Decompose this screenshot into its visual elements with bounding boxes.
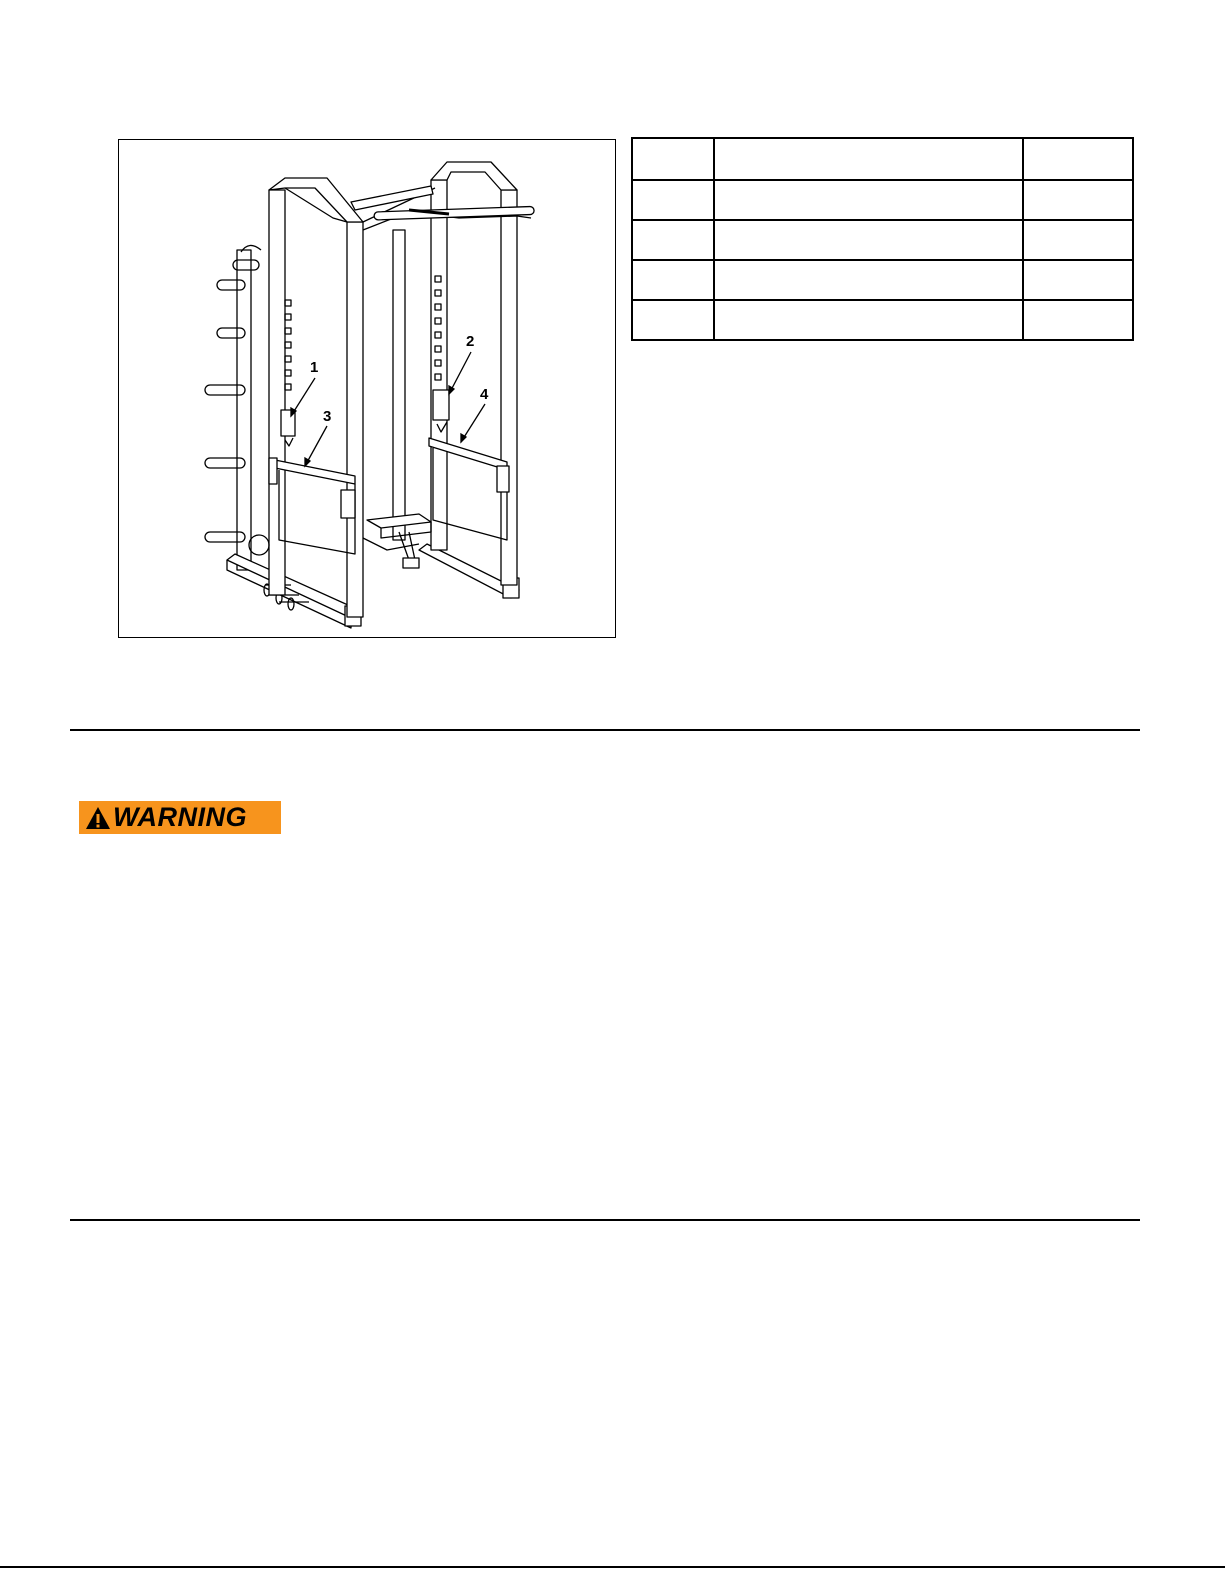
callout-3: 3 (323, 408, 332, 425)
table-cell (632, 300, 714, 340)
table-cell (1023, 300, 1133, 340)
table-cell (714, 300, 1024, 340)
callout-4: 4 (480, 386, 489, 403)
table-row (632, 138, 1133, 180)
table-cell (632, 260, 714, 300)
table-cell (1023, 180, 1133, 220)
table-cell (632, 180, 714, 220)
table-cell (714, 220, 1024, 260)
exclamation-triangle-icon (85, 806, 111, 830)
table-cell (1023, 220, 1133, 260)
section-divider-top (70, 729, 1140, 731)
table-cell (1023, 138, 1133, 180)
table-cell (632, 220, 714, 260)
callout-arrows (119, 140, 615, 637)
callout-2: 2 (466, 333, 475, 350)
table-cell (714, 180, 1024, 220)
parts-table (631, 137, 1134, 341)
table-row (632, 300, 1133, 340)
callout-1: 1 (310, 359, 319, 376)
warning-badge (79, 801, 281, 834)
table-row (632, 260, 1133, 300)
table-cell (1023, 260, 1133, 300)
page-footer-rule (0, 1566, 1225, 1568)
table-cell (714, 260, 1024, 300)
section-divider-bottom (70, 1219, 1140, 1221)
rack-figure (118, 139, 616, 638)
table-cell (714, 138, 1024, 180)
table-cell (632, 138, 714, 180)
warning-label: WARNING (113, 802, 247, 832)
table-row (632, 180, 1133, 220)
table-row (632, 220, 1133, 260)
